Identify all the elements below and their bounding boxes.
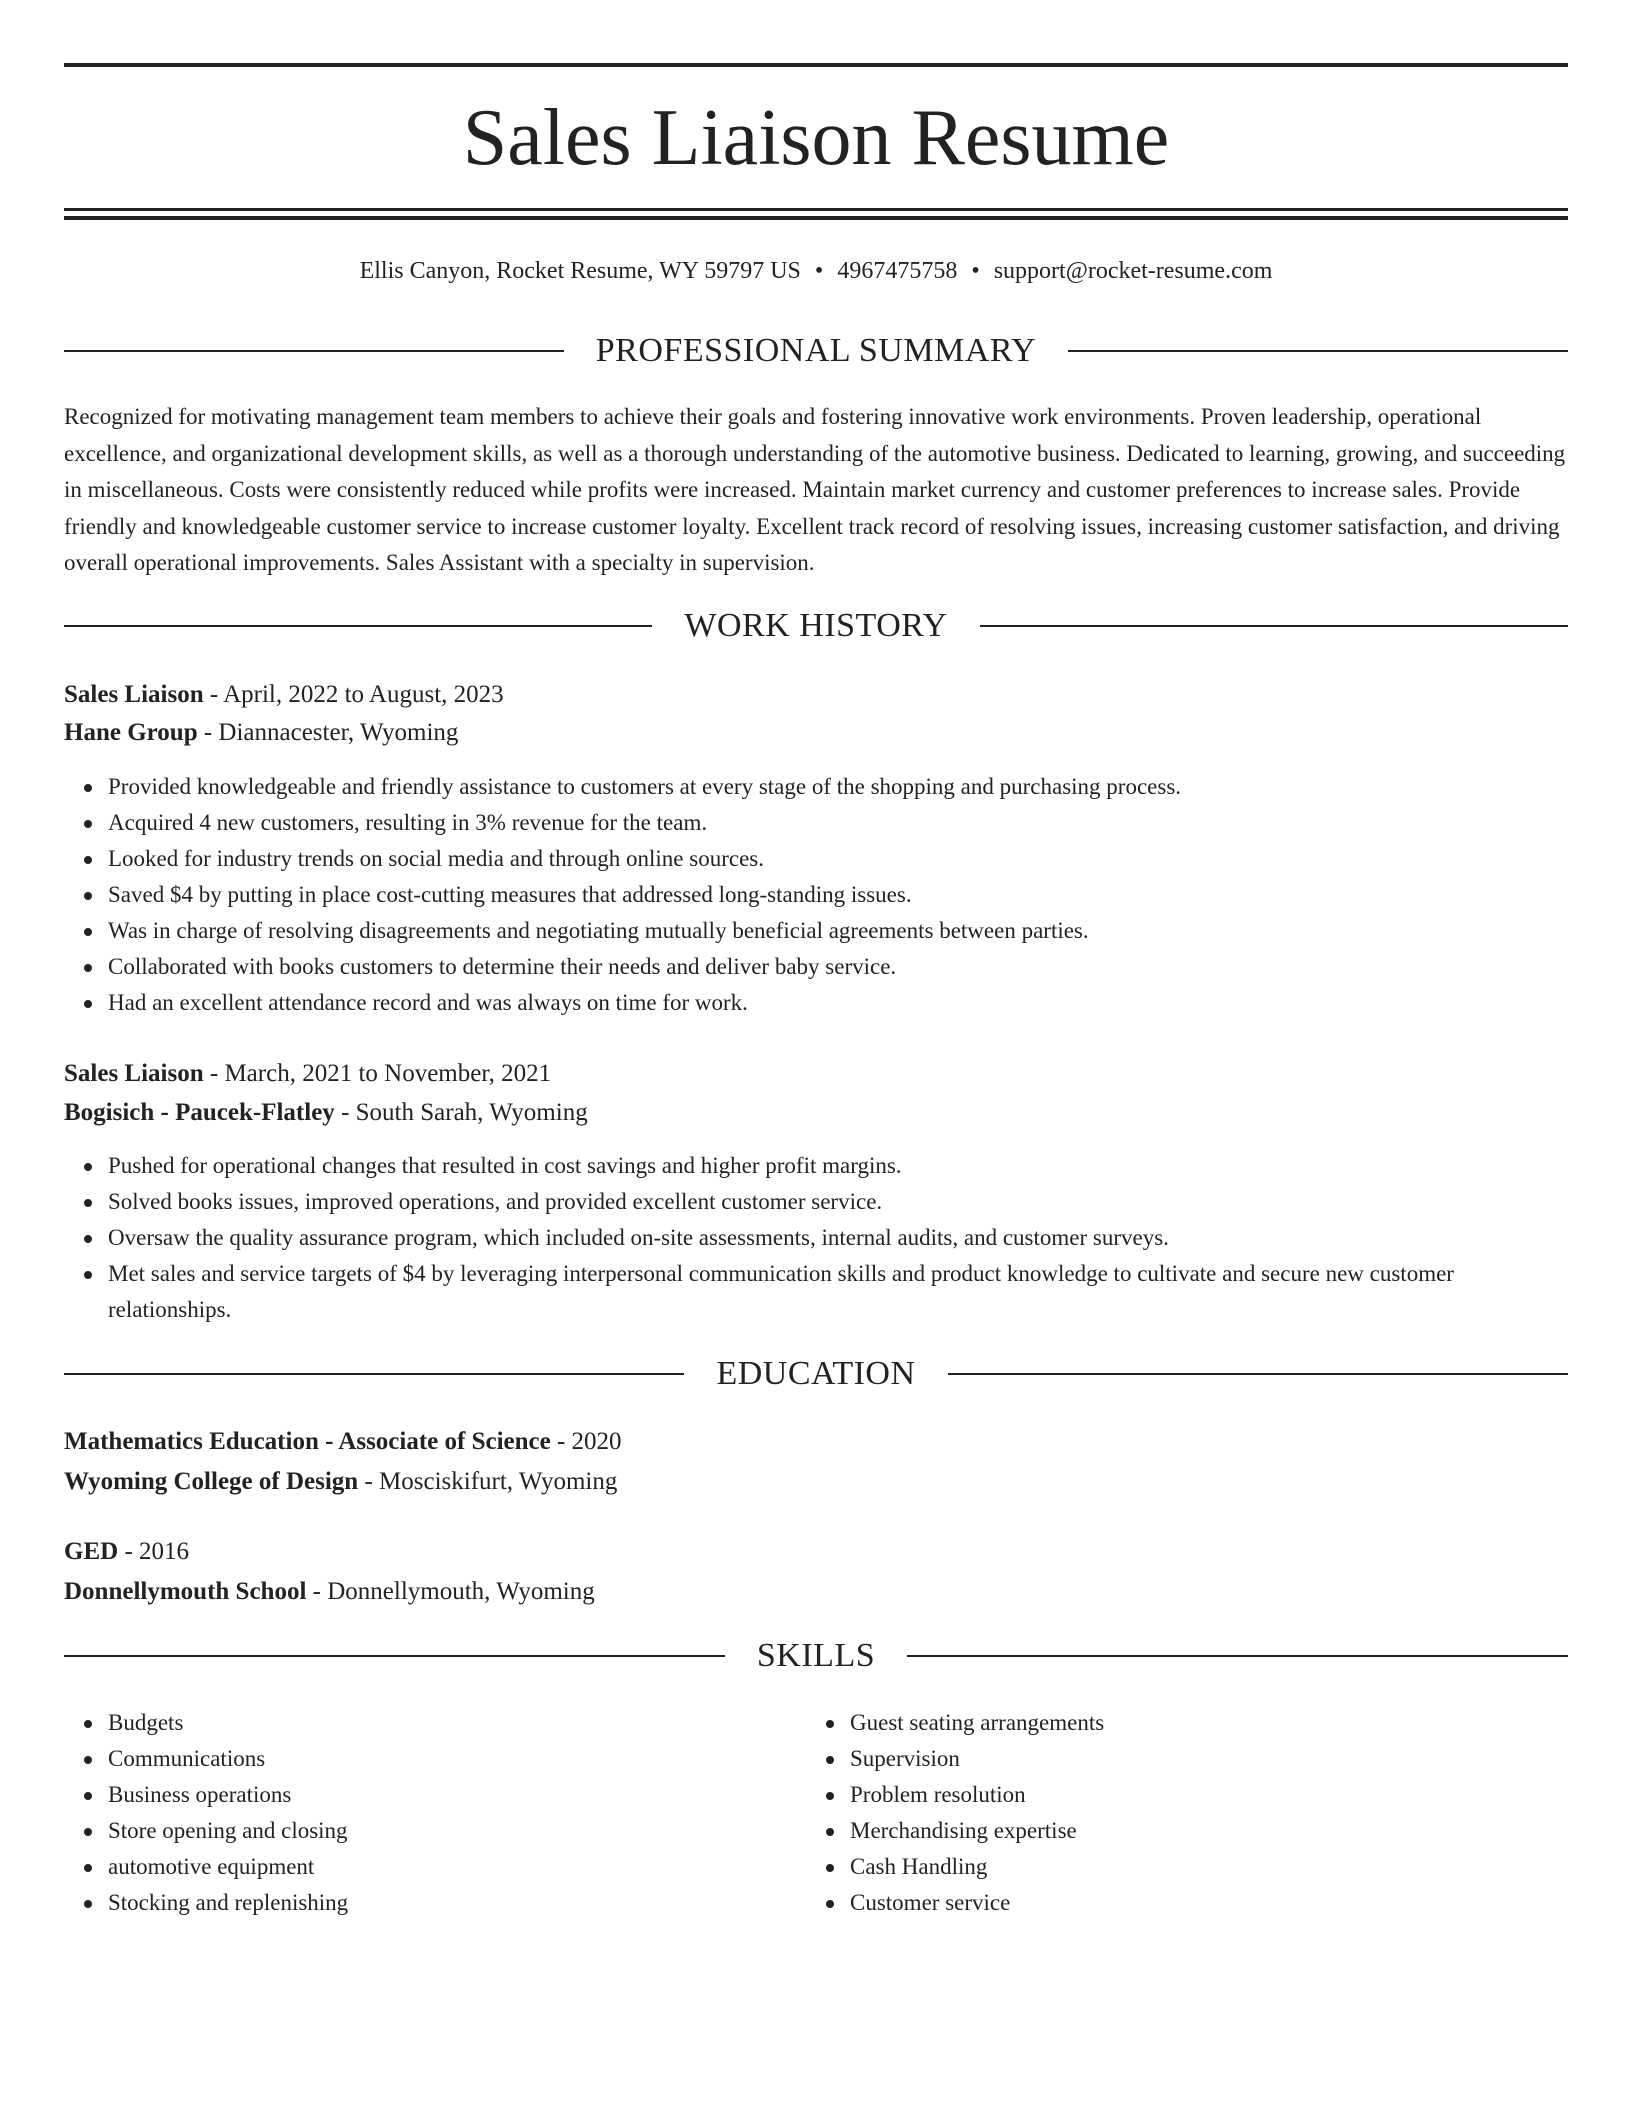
heading-rule: [64, 625, 652, 627]
job-bullet: Oversaw the quality assurance program, which included on-site assessments, internal audits, and customer surveys.: [108, 1220, 1568, 1256]
skill-item: Cash Handling: [850, 1849, 1632, 1885]
skill-item: Store opening and closing: [108, 1813, 1568, 1849]
heading-rule: [64, 1373, 684, 1375]
job-bullet: Pushed for operational changes that resulted in cost savings and higher profit margins.: [108, 1148, 1568, 1184]
heading-rule: [907, 1655, 1568, 1657]
education-school: Donnellymouth School: [64, 1578, 307, 1605]
section-heading-education: [64, 1352, 1568, 1396]
job-bullets: [64, 1148, 1568, 1328]
job-bullet: Had an excellent attendance record and was always on time for work.: [108, 985, 1568, 1021]
education-school: Wyoming College of Design: [64, 1468, 359, 1495]
job-title: Sales Liaison: [64, 1060, 204, 1087]
job-title: Sales Liaison: [64, 681, 204, 708]
skill-item: Customer service: [850, 1885, 1632, 1921]
skill-item: Stocking and replenishing: [108, 1885, 1568, 1921]
education-degree: GED: [64, 1538, 119, 1565]
job-company: Hane Group: [64, 719, 198, 746]
job-bullets: [64, 769, 1568, 1021]
job-bullet: Provided knowledgeable and friendly assistance to customers at every stage of the shopping and purchasing process.: [108, 769, 1568, 805]
job-title-line: [64, 676, 1568, 714]
job-title-line: [64, 1055, 1568, 1093]
job-bullet: Collaborated with books customers to determine their needs and deliver baby service.: [108, 949, 1568, 985]
heading-rule: [64, 1655, 725, 1657]
section-heading-work: [64, 604, 1568, 648]
section-title: WORK HISTORY: [684, 607, 948, 644]
section-heading-skills: [64, 1634, 1568, 1678]
summary-text: Recognized for motivating management team members to achieve their goals and fostering innovative work environments. Proven leadership, operational excellence, and organizational development skills, as well as a thorough understanding of the automotive business. Dedicated to learning, growing, and succeeding in miscellaneous. Costs were consistently reduced while profits were increased. Maintain market currency and customer preferences to increase sales. Provide friendly and knowledgeable customer service to increase customer loyalty. Excellent track record of resolving issues, increasing customer satisfaction, and driving overall operational improvements. Sales Assistant with a specialty in supervision.: [64, 404, 1566, 575]
section-title: PROFESSIONAL SUMMARY: [595, 332, 1037, 369]
job-bullet: Saved $4 by putting in place cost-cutting measures that addressed long-standing issues.: [108, 877, 1568, 913]
education-degree: Mathematics Education - Associate of Science: [64, 1428, 551, 1455]
job-location: - Diannacester, Wyoming: [197, 719, 459, 746]
heading-rule: [948, 1373, 1568, 1375]
education-location: - Donnellymouth, Wyoming: [306, 1578, 595, 1605]
education-year: - 2020: [550, 1428, 622, 1455]
contact-separator: •: [971, 258, 980, 284]
education-degree-line: [64, 1533, 1568, 1571]
section-heading-summary: [64, 329, 1568, 373]
skill-item: Budgets: [108, 1705, 1568, 1741]
top-rule: [64, 63, 1568, 67]
job-company-line: [64, 714, 1568, 752]
heading-rule: [1068, 350, 1568, 352]
skill-item: Business operations: [108, 1777, 1568, 1813]
education-year: - 2016: [118, 1538, 190, 1565]
skill-item: Communications: [108, 1741, 1568, 1777]
skill-item: Guest seating arrangements: [850, 1705, 1632, 1741]
job-company: Bogisich - Paucek-Flatley: [64, 1099, 335, 1126]
skill-item: Supervision: [850, 1741, 1632, 1777]
contact-phone: 4967475758: [837, 258, 958, 284]
job-dates: - April, 2022 to August, 2023: [203, 681, 504, 708]
education-school-line: [64, 1463, 1568, 1501]
heading-rule: [980, 625, 1568, 627]
job-bullet: Acquired 4 new customers, resulting in 3% revenue for the team.: [108, 805, 1568, 841]
job-bullet: Solved books issues, improved operations, and provided excellent customer service.: [108, 1184, 1568, 1220]
section-title: SKILLS: [756, 1637, 876, 1674]
contact-separator: •: [814, 258, 824, 284]
heading-rule: [64, 350, 564, 352]
job-bullet: Was in charge of resolving disagreements and negotiating mutually beneficial agreements between parties.: [108, 913, 1568, 949]
skill-item: Problem resolution: [850, 1777, 1632, 1813]
skill-item: automotive equipment: [108, 1849, 1568, 1885]
job-company-line: [64, 1094, 1568, 1132]
education-school-line: [64, 1573, 1568, 1611]
resume-title: Sales Liaison Resume: [462, 94, 1170, 182]
job-dates: - March, 2021 to November, 2021: [203, 1060, 552, 1087]
title-double-rule: [64, 208, 1568, 220]
education-degree-line: [64, 1423, 1568, 1461]
job-bullet: Looked for industry trends on social media and through online sources.: [108, 841, 1568, 877]
job-bullet: Met sales and service targets of $4 by leveraging interpersonal communication skills and product knowledge to cultivate and secure new customer relationships.: [108, 1256, 1568, 1328]
section-title: EDUCATION: [716, 1355, 916, 1392]
contact-address: Ellis Canyon, Rocket Resume, WY 59797 US: [359, 258, 801, 284]
job-location: - South Sarah, Wyoming: [334, 1099, 588, 1126]
contact-line: [64, 254, 1568, 288]
skill-item: Merchandising expertise: [850, 1813, 1632, 1849]
education-location: - Mosciskifurt, Wyoming: [358, 1468, 618, 1495]
skills-list-right: [806, 1705, 1632, 1921]
contact-email[interactable]: support@rocket-resume.com: [993, 258, 1273, 284]
